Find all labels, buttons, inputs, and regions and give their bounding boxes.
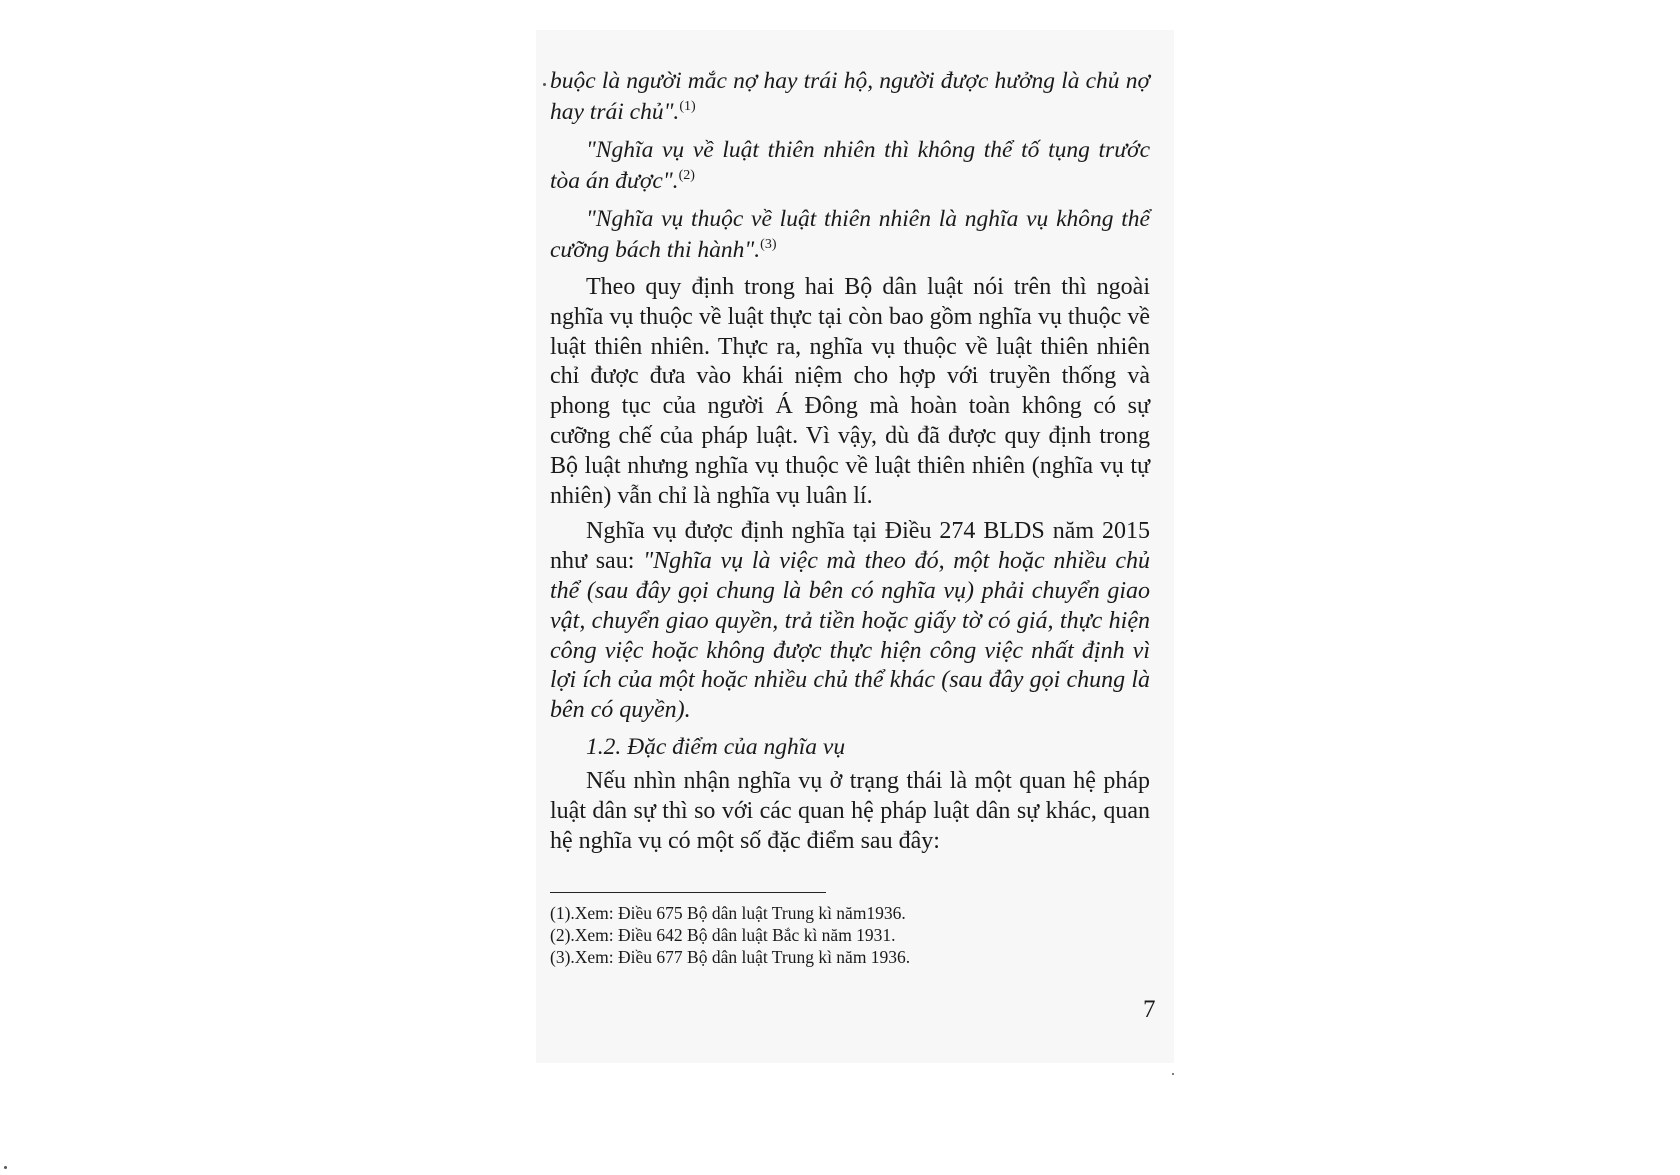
paragraph-definition — [550, 517, 1150, 726]
quote-natural-law-enforcement — [550, 204, 1150, 266]
page-body — [550, 66, 1150, 862]
quote-text: "Nghĩa vụ thuộc về luật thiên nhiên là nghĩa vụ không thể cưỡng bách thi hành". — [550, 206, 1150, 263]
paragraph-characteristics: Nếu nhìn nhận nghĩa vụ ở trạng thái là một quan hệ pháp luật dân sự thì so với các quan hệ pháp luật dân sự khác, quan hệ nghĩa vụ có một số đặc điểm sau đây: — [550, 767, 1150, 854]
quote-continuation — [550, 66, 1150, 128]
definition-quote: "Nghĩa vụ là việc mà theo đó, một hoặc nhiều chủ thể (sau đây gọi chung là bên có nghĩa vụ) phải chuyển giao vật, chuyển giao quyền, trả tiền hoặc giấy tờ có giá, thực hiện công việc hoặc không được thực hiện công việc nhất định vì lợi ích của một hoặc nhiều chủ thể khác (sau đây gọi chung là bên có quyền). — [550, 548, 1150, 724]
footnote-ref: (3) — [760, 237, 777, 252]
quote-text: "Nghĩa vụ về luật thiên nhiên thì không thể tố tụng trước tòa án được". — [550, 137, 1150, 194]
paragraph-natural-obligation: Theo quy định trong hai Bộ dân luật nói trên thì ngoài nghĩa vụ thuộc về luật thực tại còn bao gồm nghĩa vụ thuộc về luật thiên nhiên. Thực ra, nghĩa vụ thuộc về luật thiên nhiên chỉ được đưa vào khái niệm cho hợp với truyền thống và phong tục của người Á Đông mà hoàn toàn không có sự cưỡng chế của pháp luật. Vì vậy, dù đã được quy định trong Bộ luật nhưng nghĩa vụ thuộc về luật thiên nhiên (nghĩa vụ tự nhiên) vẫn chỉ là nghĩa vụ luân lí. — [550, 274, 1150, 509]
footnote-divider — [550, 892, 826, 893]
footnote-ref: (1) — [679, 99, 696, 114]
footnote-ref: (2) — [678, 168, 695, 183]
quote-text: buộc là người mắc nợ hay trái hộ, người được hưởng là chủ nợ hay trái chủ". — [550, 68, 1150, 125]
scan-speck — [4, 1166, 7, 1169]
footnotes — [550, 902, 1150, 968]
footnote-1: (1).Xem: Điều 675 Bộ dân luật Trung kì năm1936. — [550, 903, 906, 923]
section-heading: 1.2. Đặc điểm của nghĩa vụ — [586, 733, 846, 760]
page-number: 7 — [1143, 996, 1156, 1023]
scan-speck — [543, 83, 546, 86]
definition-lead: Nghĩa vụ được định nghĩa tại Điều 274 BLDS năm 2015 như sau: — [550, 518, 1150, 575]
quote-natural-law-court — [550, 135, 1150, 197]
scan-speck — [1172, 1073, 1174, 1075]
footnote-2: (2).Xem: Điều 642 Bộ dân luật Bắc kì năm 1931. — [550, 925, 896, 945]
footnote-3: (3).Xem: Điều 677 Bộ dân luật Trung kì năm 1936. — [550, 947, 911, 967]
